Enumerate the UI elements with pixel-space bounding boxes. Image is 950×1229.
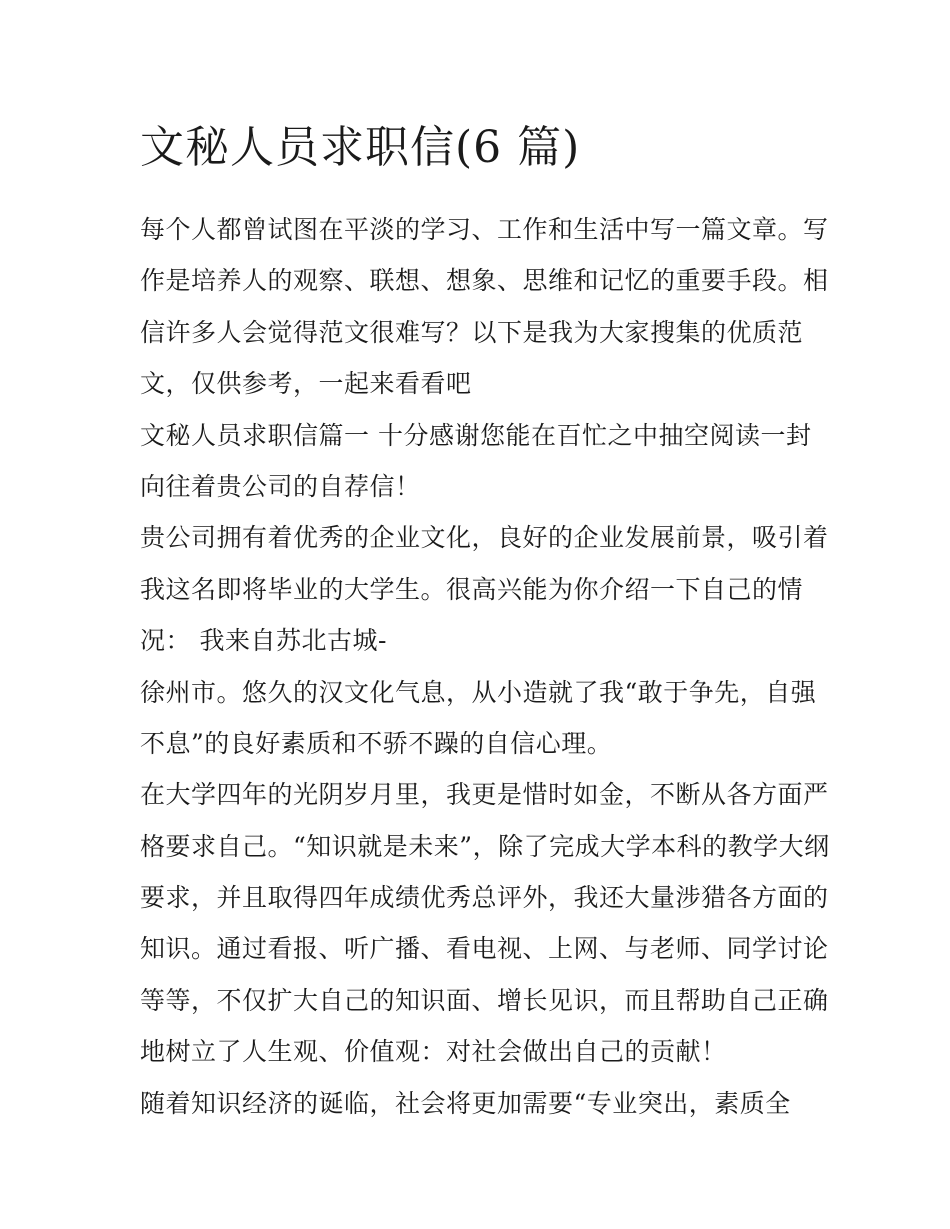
text-line: 地树立了人生观、价值观：对社会做出自己的贡献！ — [140, 1037, 727, 1067]
text-line: 格要求自己。“知识就是未来”，除了完成大学本科的教学大纲 — [140, 831, 830, 861]
document-body — [140, 204, 830, 1129]
text-line: 不息”的良好素质和不骄不躁的自信心理。 — [140, 728, 613, 758]
text-line: 文秘人员求职信篇一 十分感谢您能在百忙之中抽空阅读一封 — [140, 420, 812, 450]
text-line: 作是培养人的观察、联想、想象、思维和记忆的重要手段。相 — [140, 266, 829, 296]
text-line: 徐州市。悠久的汉文化气息，从小造就了我“敢于争先，自强 — [140, 677, 817, 707]
text-line: 我这名即将毕业的大学生。很高兴能为你介绍一下自己的情 — [140, 574, 804, 604]
text-line: 随着知识经济的诞临，社会将更加需要“专业突出，素质全 — [140, 1088, 791, 1118]
text-line: 信许多人会觉得范文很难写？以下是我为大家搜集的优质范 — [140, 317, 804, 347]
text-line: 文，仅供参考，一起来看看吧 — [140, 369, 472, 399]
text-line: 在大学四年的光阴岁月里，我更是惜时如金，不断从各方面严 — [140, 780, 829, 810]
text-line: 等等，不仅扩大自己的知识面、增长见识，而且帮助自己正确 — [140, 985, 829, 1015]
document-page — [140, 112, 830, 1129]
text-line: 况： 我来自苏北古城- — [140, 626, 387, 656]
text-line: 向往着贵公司的自荐信！ — [140, 471, 421, 501]
text-line: 知识。通过看报、听广播、看电视、上网、与老师、同学讨论 — [140, 934, 829, 964]
text-line: 贵公司拥有着优秀的企业文化，良好的企业发展前景，吸引着 — [140, 523, 829, 553]
text-line: 要求，并且取得四年成绩优秀总评外，我还大量涉猎各方面的 — [140, 883, 829, 913]
document-title: 文秘人员求职信(6 篇) — [140, 122, 581, 173]
text-line: 每个人都曾试图在平淡的学习、工作和生活中写一篇文章。写 — [140, 215, 829, 244]
